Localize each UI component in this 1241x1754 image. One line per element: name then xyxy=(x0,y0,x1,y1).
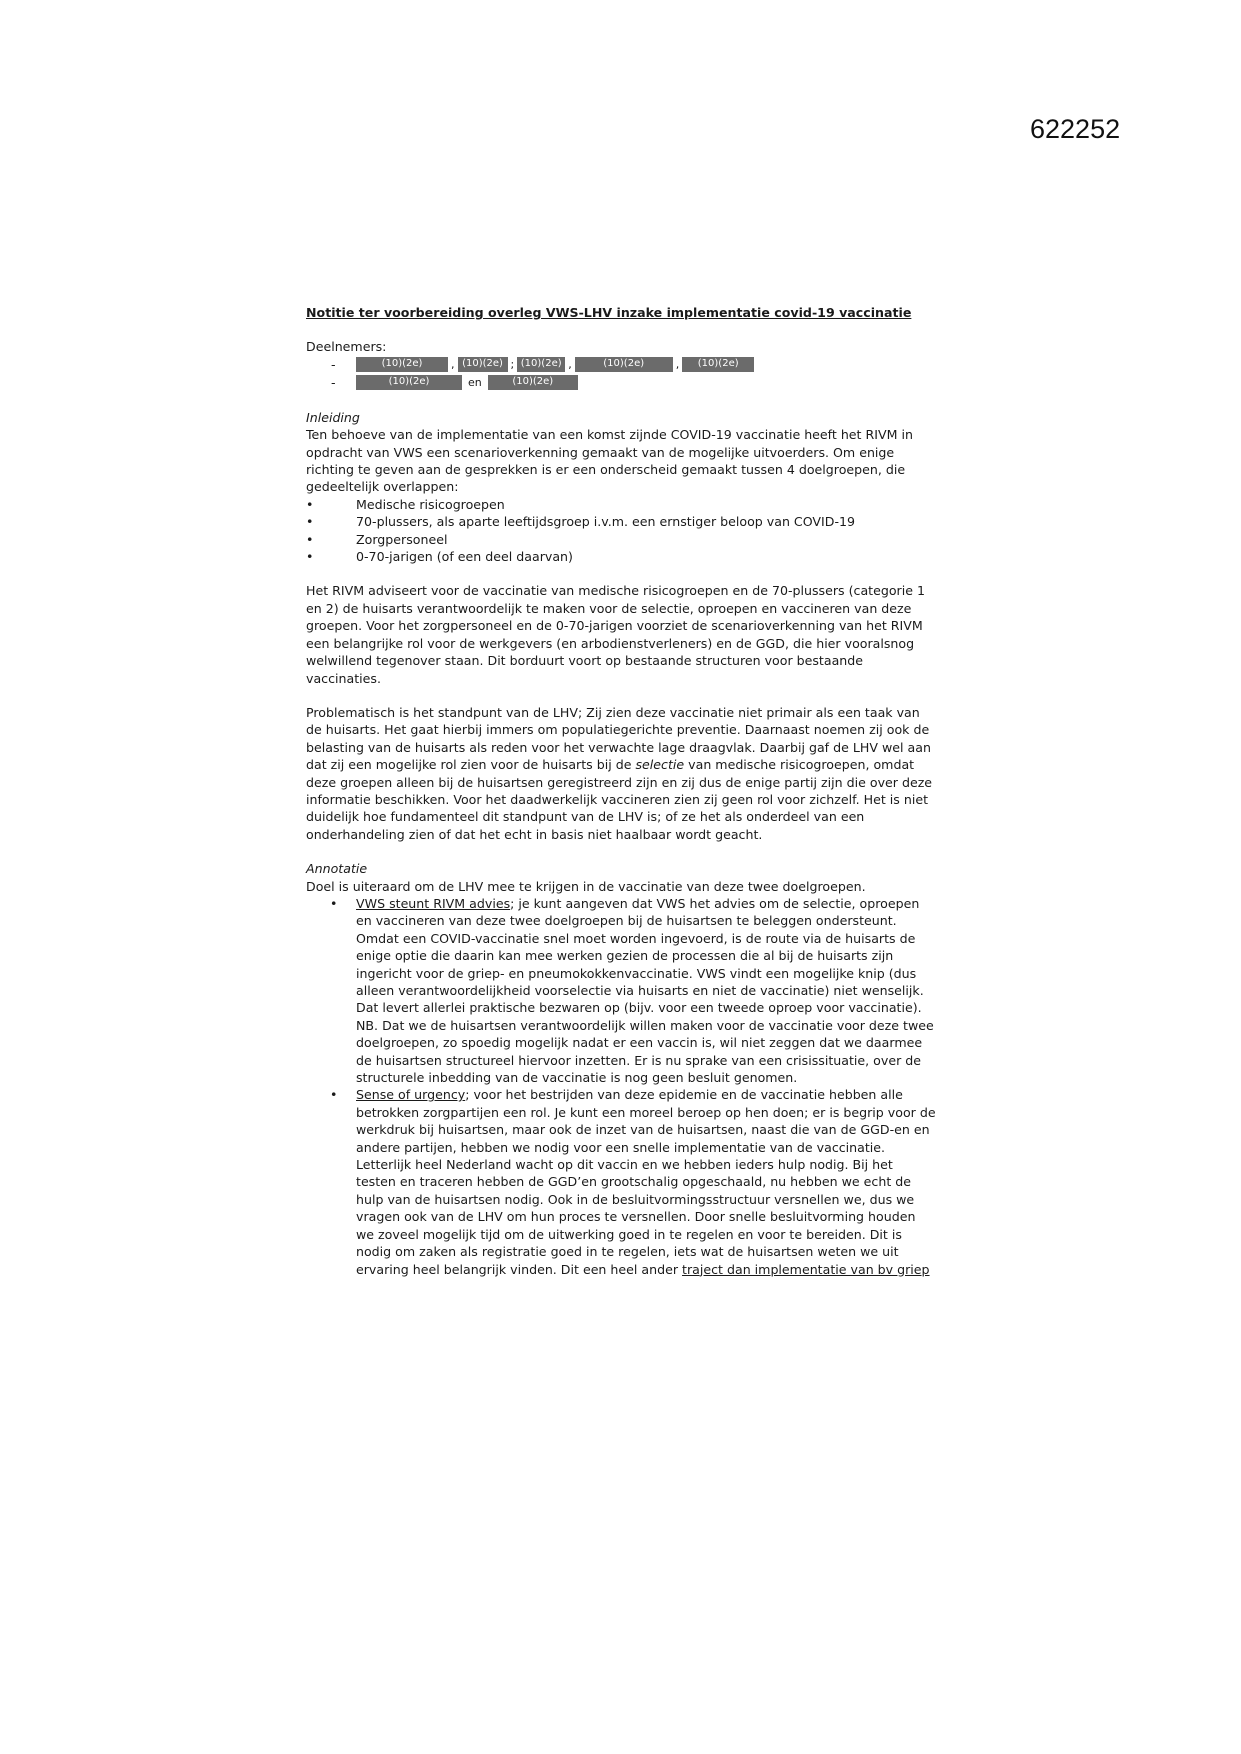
list-item: • Zorgpersoneel xyxy=(306,531,448,547)
document-body xyxy=(306,304,936,1278)
list-item: • VWS steunt RIVM advies; je kunt aangeven dat VWS het advies om de selectie, oproepen en vaccineren van deze twee doelgroepen bij de huisartsen te beleggen ondersteunt. Omdat een COVID-vaccinatie snel moet worden ingevoerd, is de route via de huisarts de enige optie die daarin kan mee werken gezien de processen die al bij de huisarts zijn ingericht voor de griep- en pneumokokkenvaccinatie. VWS vindt een mogelijke knip (dus alleen verantwoordelijkheid voorselectie via huisarts en niet de vaccinatie) niet wenselijk. Dat levert allerlei praktische bezwaren op (bijv. voor een tweede oproep voor vaccinatie). NB. Dat we de huisartsen verantwoordelijk willen maken voor de vaccinatie voor deze twee doelgroepen, zo spoedig mogelijk nadat er een vaccin is, wil niet zeggen dat we daarmee de huisartsen structureel hiervoor inzetten. Er is nu sprake van een crisissituatie, over de structurele inbedding van de vaccinatie is nog geen besluit genomen. xyxy=(330,895,934,1086)
dash: - xyxy=(331,375,336,391)
redacted-name: (10)(2e) xyxy=(682,357,754,372)
annotatie-item-lead: Sense of urgency xyxy=(356,1087,466,1103)
redacted-name: (10)(2e) xyxy=(356,375,462,390)
redacted-name: (10)(2e) xyxy=(517,357,565,372)
annotatie-intro: Doel is uiteraard om de LHV mee te krijgen in de vaccinatie van deze twee doelgroepen. xyxy=(306,878,866,894)
list-item: • 70-plussers, als aparte leeftijdsgroep i.v.m. een ernstiger beloop van COVID-19 xyxy=(306,514,856,530)
participants-row-2 xyxy=(306,374,936,392)
annotatie-heading: Annotatie xyxy=(306,861,368,877)
inleiding-text: Ten behoeve van de implementatie van een komst zijnde COVID-19 vaccinatie heeft het RIVM in opdracht van VWS een scenarioverkenning gemaakt van de mogelijke uitvoerders. Om enige richting te geven aan de gesprekken is er een onderscheid gemaakt tussen 4 doelgroepen, die gedeeltelijk overlappen: xyxy=(306,427,913,495)
list-item: • Medische risicogroepen xyxy=(306,496,505,512)
redacted-name: (10)(2e) xyxy=(575,357,673,372)
participants-label: Deelnemers: xyxy=(306,339,387,355)
participants-row-1: - (10)(2e) , (10)(2e) ; (10)(2e) , (10)(2e) , (10)(2e) xyxy=(306,356,936,374)
list-item: • 0-70-jarigen (of een deel daarvan) xyxy=(306,549,573,565)
list-item: • Sense of urgency; voor het bestrijden van deze epidemie en de vaccinatie hebben alle betrokken zorgpartijen een rol. Je kunt een moreel beroep op hen doen; er is begrip voor de werkdruk bij huisartsen, maar ook de inzet van de huisartsen, naast die van de GGD-en en andere partijen, hebben we nodig voor een snelle implementatie van de vaccinatie. Letterlijk heel Nederland wacht op dit vaccin en we hebben ieders hulp nodig. Bij het testen en traceren hebben de GGD’en grootschalig opgeschaald, nu hebben we echt de hulp van de huisartsen nodig. Ook in de besluitvormingsstructuur versnellen we, dus we vragen ook van de LHV om hun proces te versnellen. Door snelle besluitvorming houden we zoveel mogelijk tijd om de uitwerking goed in te regelen en voor te bereiden. Dit is nodig om zaken als registratie goed in te regelen, iets wat de huisartsen weten we uit ervaring heel belangrijk vinden. Dit een heel ander traject dan implementatie van bv griep xyxy=(330,1087,936,1277)
paragraph-lhv-position: Problematisch is het standpunt van de LHV; Zij zien deze vaccinatie niet primair als een taak van de huisarts. Het gaat hierbij immers om populatiegerichte preventie. Daarnaast noemen zij ook de belasting van de huisarts als reden voor het verwachte lage draagvlak. Daarbij gaf de LHV wel aan dat zij een mogelijke rol zien voor de huisarts bij de selectie van medische risicogroepen, omdat deze groepen alleen bij de huisartsen geregistreerd zijn en zij dus de enige partij zijn die over deze informatie beschikken. Voor het daadwerkelijk vaccineren zien zij geen rol voor zichzelf. Het is niet duidelijk hoe fundamenteel dit standpunt van de LHV is; of ze het als onderdeel van een onderhandeling zien of dat het echt in basis niet haalbaar wordt geacht. xyxy=(306,704,933,842)
paragraph-rivm-advice: Het RIVM adviseert voor de vaccinatie van medische risicogroepen en de 70-plussers (categorie 1 en 2) de huisarts verantwoordelijk te maken voor de selectie, oproepen en vaccineren van deze groepen. Voor het zorgpersoneel en de 0-70-jarigen voorziet de scenarioverkenning van het RIVM een belangrijke rol voor de werkgevers (en arbodienstverleners) en de GGD, die hier vooralsnog welwillend tegenover staan. Dit borduurt voort op bestaande structuren voor bestaande vaccinaties. xyxy=(306,583,925,686)
annotatie-item-lead: VWS steunt RIVM advies xyxy=(356,895,511,911)
document-number: 622252 xyxy=(1030,114,1121,144)
redacted-name: (10)(2e) xyxy=(488,375,578,390)
annotatie-list xyxy=(306,895,936,1278)
connector-en: en xyxy=(468,376,482,390)
redacted-name: (10)(2e) xyxy=(356,357,448,372)
dash: - xyxy=(331,357,336,373)
target-groups-list xyxy=(306,496,936,566)
redacted-name: (10)(2e) xyxy=(458,357,508,372)
inleiding-heading: Inleiding xyxy=(306,409,360,425)
document-title: Notitie ter voorbereiding overleg VWS-LHV inzake implementatie covid-19 vaccinatie xyxy=(306,305,912,320)
